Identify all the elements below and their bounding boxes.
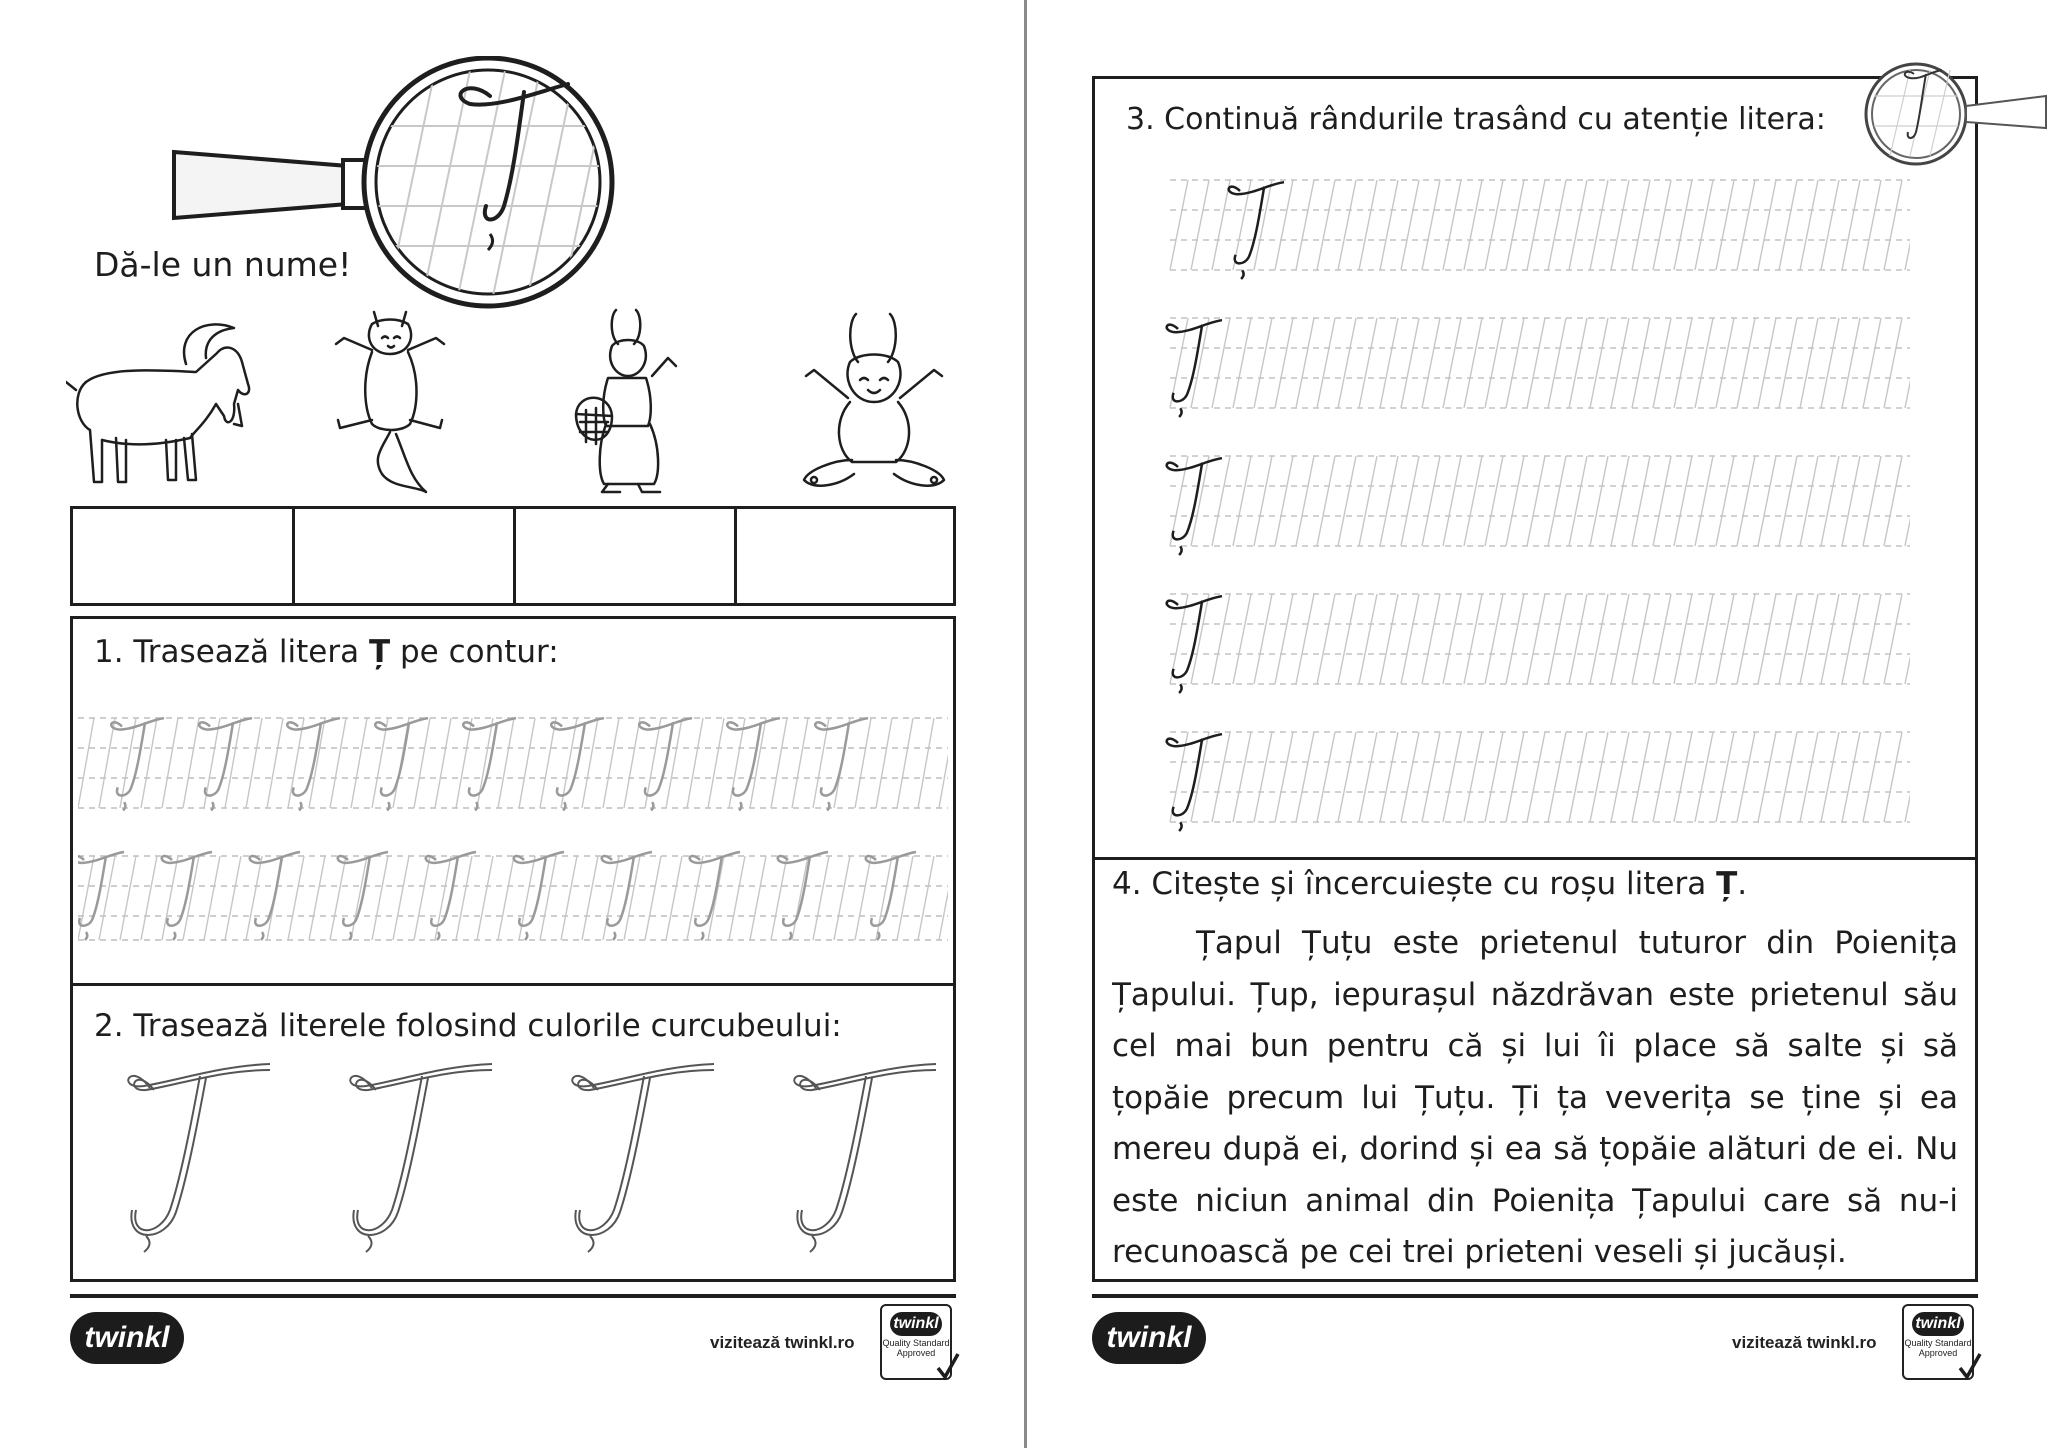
goat-icon [66, 312, 256, 490]
practice-row [1170, 180, 1910, 279]
story-line: mereu după ei, dorind și ea să țopăie alături de ei. Nu [1112, 1131, 1958, 1167]
tracing-rows [78, 712, 948, 942]
story-text [1112, 918, 1958, 1279]
traced-letter [426, 852, 476, 940]
practice-row [1167, 456, 1910, 555]
practice-row [1167, 318, 1910, 417]
name-boxes [70, 506, 956, 606]
traced-letter [815, 718, 868, 810]
story-line: Țapului. Țup, iepurașul năzdrăvan este prietenul său [1112, 976, 1958, 1013]
badge-logo: twinkl [1912, 1312, 1964, 1336]
footer-rule [70, 1294, 956, 1298]
story-line: cel mai bun pentru că și lui îi place să salte și să [1112, 1028, 1958, 1064]
badge-line2: Approved [896, 1348, 936, 1358]
twinkl-logo[interactable]: twinkl [1092, 1312, 1206, 1364]
traced-letter [375, 718, 428, 810]
badge-line2: Approved [1918, 1348, 1958, 1358]
task4-instruction: 4. Citește și încercuiește cu roșu litera Ț. [1112, 866, 1748, 902]
story-line: recunoască pe cei trei prieteni veseli și jucăuși. [1112, 1234, 1847, 1270]
page-divider [1024, 0, 1027, 1448]
story-line: țopăie precum lui Țuțu. Ți ța veverița se ține și ea [1112, 1079, 1958, 1116]
traced-letter [727, 718, 780, 810]
twinkl-logo[interactable]: twinkl [70, 1312, 184, 1364]
practice-rows [1160, 170, 1910, 850]
traced-letter [111, 718, 164, 810]
practice-row [1167, 594, 1910, 693]
traced-letter [250, 852, 300, 940]
footer-rule [1092, 1294, 1978, 1298]
visit-link[interactable]: vizitează twinkl.ro [1732, 1333, 1877, 1352]
traced-letter [162, 852, 212, 940]
badge-line1: Quality Standard [1904, 1338, 1972, 1348]
traced-letter [463, 718, 516, 810]
small-magnifier-icon [1860, 56, 2048, 172]
name-prompt: Dă-le un nume! [94, 245, 352, 284]
task2-instruction: 2. Trasează literele folosind culorile curcubeului: [94, 1008, 842, 1044]
badge-logo: twinkl [890, 1312, 942, 1336]
rabbit-with-basket-icon [572, 306, 682, 496]
squirrel-icon [332, 308, 448, 494]
practice-row [1167, 732, 1910, 831]
task1-instruction: 1. Trasează litera Ț pe contur: [94, 634, 559, 670]
traced-letter [199, 718, 252, 810]
badge-line1: Quality Standard [882, 1338, 950, 1348]
checkmark-icon [936, 1352, 960, 1380]
task3-instruction: 3. Continuă rândurile trasând cu atenție litera: [1126, 102, 1826, 137]
traced-letter [690, 852, 740, 940]
visit-link[interactable]: vizitează twinkl.ro [710, 1333, 855, 1352]
story-line: Țapul Țuțu este prietenul tuturor din Poienița [1196, 925, 1958, 961]
story-line: este niciun animal din Poienița Țapului care să nu-i [1112, 1182, 1958, 1219]
checkmark-icon [1958, 1352, 1982, 1380]
rainbow-trace-letters [110, 1060, 940, 1260]
jumping-bunny-icon [794, 310, 954, 492]
